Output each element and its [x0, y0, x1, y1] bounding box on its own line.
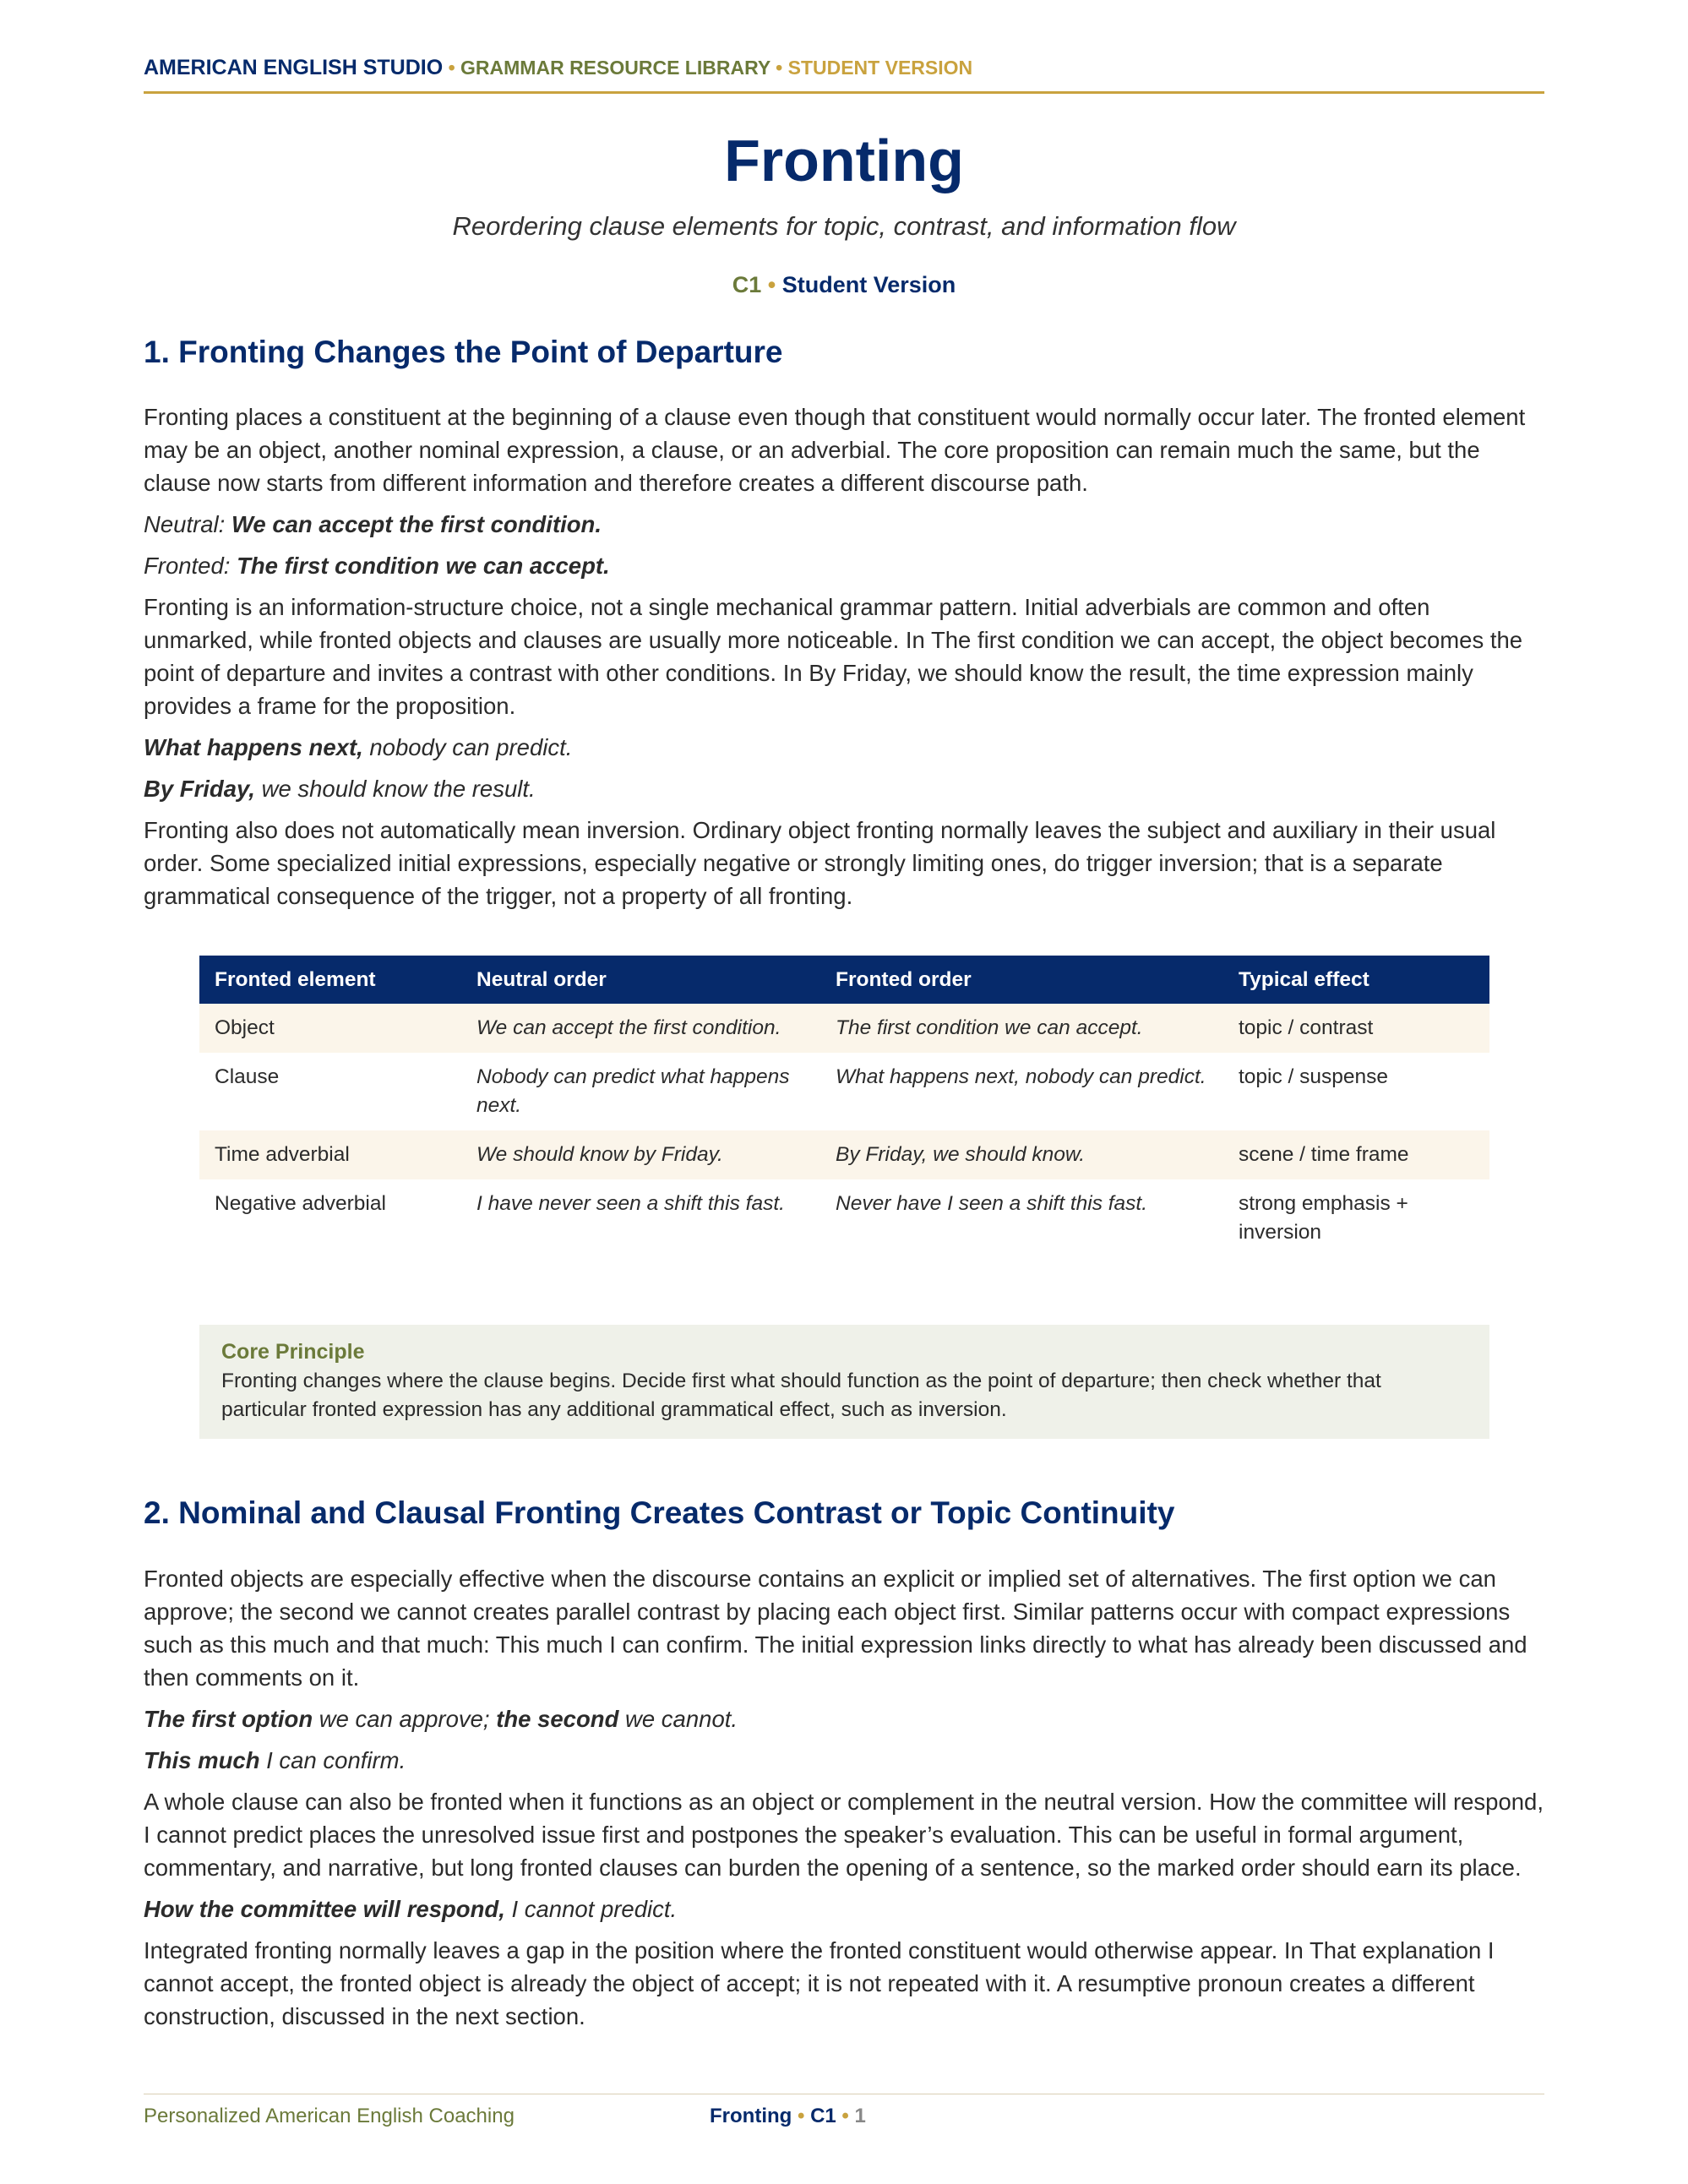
example-label: Neutral: [144, 511, 231, 537]
level-line [144, 272, 1544, 298]
table-cell: The first condition we can accept. [820, 1004, 1223, 1053]
section-2-heading: 2. Nominal and Clausal Fronting Creates Contrast or Topic Continuity [144, 1495, 1175, 1530]
footer-left-text: Personalized American English Coaching [144, 2105, 515, 2127]
core-principle-box [199, 1325, 1489, 1439]
table-row [199, 1004, 1489, 1053]
example-fronted-part: This much [144, 1747, 260, 1773]
example-label: Fronted: [144, 553, 237, 579]
table-cell: We can accept the first condition. [461, 1004, 820, 1053]
table-cell: topic / contrast [1223, 1004, 1489, 1053]
example-sentence [144, 731, 1544, 764]
table-cell: scene / time frame [1223, 1130, 1489, 1179]
table-cell: Nobody can predict what happens next. [476, 1065, 790, 1117]
header-version: STUDENT VERSION [787, 57, 973, 79]
example-rest: we should know the result. [254, 776, 536, 802]
footer-center [710, 2105, 866, 2128]
table-cell: Object [199, 1004, 461, 1053]
example-fronted-part: By Friday, [144, 776, 255, 802]
header-library: GRAMMAR RESOURCE LIBRARY [460, 57, 770, 79]
section-1-paragraph: Fronting places a constituent at the beginning of a clause even though that constituent would normally occur later. The fronted element may be an object, another nominal expression, a clause, or an adverbial. The core proposition can remain much the same, but the clause now starts from different information and therefore creates a different discourse path. [144, 404, 1526, 496]
table-header-cell: Fronted element [199, 956, 461, 1004]
page-footer [144, 2094, 1544, 2128]
level-version: Student Version [781, 272, 956, 297]
footer-title: Fronting [710, 2105, 792, 2127]
footer-separator: • [836, 2105, 855, 2127]
example-sentence [144, 1744, 1544, 1777]
table-cell: Negative adverbial [215, 1192, 386, 1215]
table-header-cell: Neutral order [461, 956, 820, 1004]
section-2-paragraph: A whole clause can also be fronted when it functions as an object or complement in the neutral version. How the committee will respond, I cannot predict places the unresolved issue first and postpones the speaker’s evaluation. This can be useful in formal argument, commentary, and narrative, but long fronted clauses can burden the opening of a sentence, so the marked order should earn its place. [144, 1789, 1544, 1881]
table-cell: I have never seen a shift this fast. [476, 1192, 785, 1215]
table-header-cell: Typical effect [1223, 956, 1489, 1004]
page-title: Fronting [724, 128, 964, 193]
example-fronted-part: How the committee will respond, [144, 1896, 505, 1922]
footer-separator: • [792, 2105, 811, 2127]
core-principle-text: Fronting changes where the clause begins. Decide first what should function as the point of departure; then check whether that particular fronted expression has any additional grammatical effect, such as inversion. [221, 1370, 1381, 1421]
page-header [144, 56, 1544, 94]
table-row [199, 1130, 1489, 1179]
example-sentence: We can accept the first condition. [231, 511, 602, 537]
section-2-paragraph: Integrated fronting normally leaves a gap in the position where the fronted constituent would otherwise appear. In That explanation I cannot accept, the fronted object is already the object of accept; it is not repeated with it. A resumptive pronoun creates a different construction, discussed in the next section. [144, 1937, 1495, 2029]
example-fronted [144, 549, 1544, 582]
table-cell: strong emphasis + inversion [1239, 1192, 1408, 1244]
fronting-table [199, 956, 1489, 1257]
section-1-body [144, 400, 1544, 921]
header-separator: • [770, 57, 788, 79]
level-code: C1 [732, 272, 762, 297]
section-1-paragraph: Fronting also does not automatically mean inversion. Ordinary object fronting normally leaves the subject and auxiliary in their usual order. Some specialized initial expressions, especially negative or strongly limiting ones, do trigger inversion; that is a separate grammatical consequence of the trigger, not a property of all fronting. [144, 817, 1496, 909]
table-cell: Clause [215, 1065, 280, 1088]
example-fronted-part: the second [496, 1706, 619, 1732]
example-rest: I can confirm. [259, 1747, 406, 1773]
table-row [199, 1053, 1489, 1130]
example-sentence [144, 1893, 1544, 1925]
section-2-body [144, 1562, 1544, 2041]
section-1-paragraph: Fronting is an information-structure choice, not a single mechanical grammar pattern. Initial adverbials are common and often unmarked, while fronted objects and clauses are usually more noticeable. In The first condition we can accept, the object becomes the point of departure and invites a contrast with other conditions. In By Friday, we should know the result, the time expression mainly provides a frame for the proposition. [144, 594, 1523, 719]
section-2-paragraph: Fronted objects are especially effective when the discourse contains an explicit or implied set of alternatives. The first option we can approve; the second we cannot creates parallel contrast by placing each object first. Similar patterns occur with compact expressions such as this much and that much: This much I can confirm. The initial expression links directly to what has already been discussed and then comments on it. [144, 1566, 1527, 1691]
example-rest: nobody can predict. [362, 734, 573, 760]
table-cell: topic / suspense [1239, 1065, 1389, 1088]
example-rest: I cannot predict. [504, 1896, 678, 1922]
example-fronted-part: What happens next, [144, 734, 363, 760]
page-number: 1 [854, 2105, 866, 2127]
section-1-heading: 1. Fronting Changes the Point of Departure [144, 335, 783, 369]
example-rest: we cannot. [618, 1706, 738, 1732]
table-cell: Time adverbial [199, 1130, 461, 1179]
table-cell: We should know by Friday. [461, 1130, 820, 1179]
header-studio: AMERICAN ENGLISH STUDIO [144, 56, 444, 79]
table-cell: By Friday, we should know. [820, 1130, 1223, 1179]
header-separator: • [443, 57, 461, 79]
level-separator: • [761, 272, 782, 297]
table-header-cell: Fronted order [820, 956, 1223, 1004]
example-sentence [144, 1702, 1544, 1735]
example-sentence [144, 772, 1544, 805]
example-neutral [144, 508, 1544, 541]
table-cell: Never have I seen a shift this fast. [836, 1192, 1148, 1215]
footer-level: C1 [810, 2105, 836, 2127]
example-sentence: The first condition we can accept. [237, 553, 610, 579]
core-principle-title: Core Principle [221, 1340, 365, 1364]
table-cell: What happens next, nobody can predict. [836, 1065, 1206, 1088]
example-rest: we can approve; [313, 1706, 497, 1732]
page-subtitle: Reordering clause elements for topic, contrast, and information flow [452, 211, 1236, 241]
table-header-row [199, 956, 1489, 1004]
example-fronted-part: The first option [144, 1706, 313, 1732]
table-row [199, 1179, 1489, 1257]
